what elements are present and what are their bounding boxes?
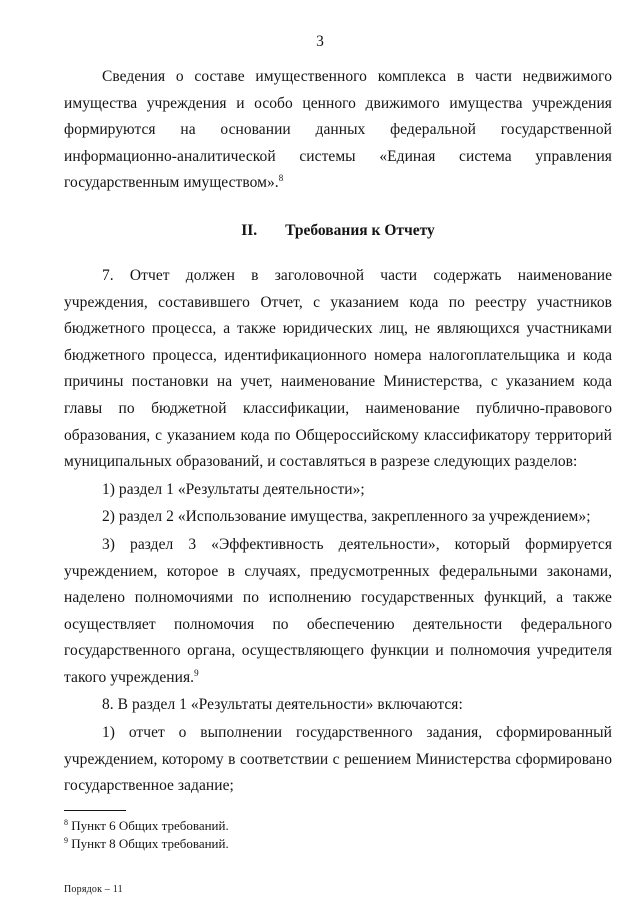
footnote-text: Пункт 8 Общих требований. [71, 836, 229, 851]
footnote-number: 8 [64, 818, 68, 827]
page-number: 3 [316, 33, 324, 50]
footnote-ref-8: 8 [278, 173, 284, 184]
intro-text: Сведения о составе имущественного комплекса в части недвижимого имущества учреждения и особо ценного движимого имущества учреждения формируются на основании данных федеральной государственной информационно-аналитической системы «Единая система управления государственным имуществом». [64, 68, 612, 192]
footnote-ref-9: 9 [194, 667, 199, 678]
section-heading [64, 218, 612, 244]
list-item-section-2: 2) раздел 2 «Использование имущества, закрепленного за учреждением»; [102, 508, 591, 526]
footnote-number: 9 [64, 836, 68, 845]
section-title: Требования к Отчету [285, 221, 435, 239]
section-number: II. [241, 221, 258, 239]
paragraph-8-item-1: 1) отчет о выполнении государственного задания, сформированный учреждением, которому в соответствии с решением Министерства сформировано государственное задание; [64, 724, 612, 795]
footnote-divider [64, 810, 126, 811]
intro-paragraph [64, 64, 612, 197]
paragraph-7: 7. Отчет должен в заголовочной части содержать наименование учреждения, составившего Отчет, с указанием кода по реестру участников бюджетного процесса, а также юридических лиц, не являющихся участниками бюджетного процесса, идентификационного номера налогоплательщика и кода причины постановки на учет, наименование Министерства, с указанием кода главы по бюджетной классификации, наименование публично-правового образования, с указанием кода по Общероссийскому классификатору территорий муниципальных образований, и составляться в разрезе следующих разделов: [64, 266, 612, 471]
footnote-text: Пункт 6 Общих требований. [71, 818, 229, 833]
paragraph-8: 8. В раздел 1 «Результаты деятельности» включаются: [102, 696, 463, 714]
order-label: Порядок – 11 [64, 884, 123, 895]
list-item-section-1: 1) раздел 1 «Результаты деятельности»; [102, 480, 365, 498]
footnote-8 [64, 817, 612, 835]
list-item-section-3 [64, 532, 612, 692]
footnotes [64, 810, 612, 853]
footnote-9 [64, 835, 612, 853]
page-content [64, 64, 612, 801]
list-item-section-3-text: 3) раздел 3 «Эффективность деятельности», который формируется учреждением, которое в случаях, предусмотренных федеральными законами, наделено полномочиями по исполнению государственных функций, а также осуществляет полномочия по обеспечению деятельности федерального государственного органа, осуществляющего функции и полномочия учредителя такого учреждения. [64, 535, 612, 686]
